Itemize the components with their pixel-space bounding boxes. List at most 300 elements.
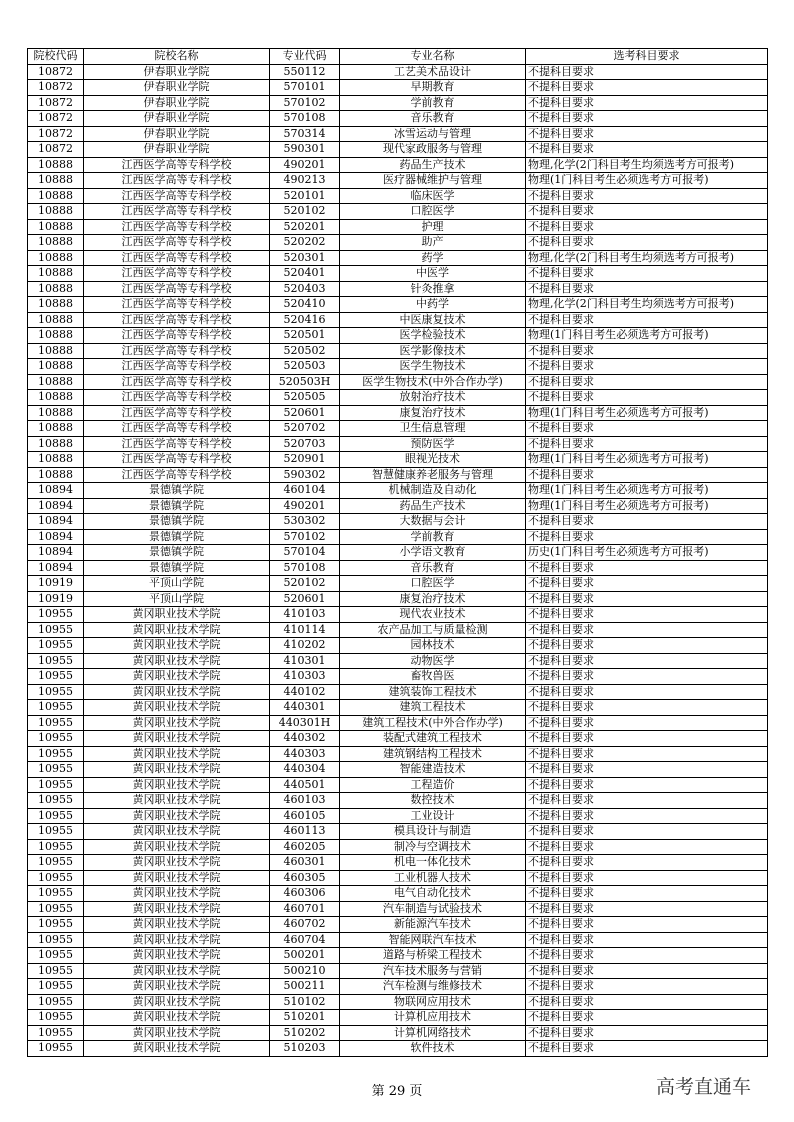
subject-requirement-cell: 不提科目要求 xyxy=(526,1025,768,1041)
table-row xyxy=(28,467,768,483)
school-code-cell: 10888 xyxy=(28,405,84,421)
school-code-cell: 10888 xyxy=(28,390,84,406)
subject-requirement-cell: 不提科目要求 xyxy=(526,855,768,871)
subject-requirement-cell: 不提科目要求 xyxy=(526,994,768,1010)
major-name-cell: 道路与桥梁工程技术 xyxy=(340,948,526,964)
major-name-cell: 电气自动化技术 xyxy=(340,886,526,902)
school-code-cell: 10955 xyxy=(28,870,84,886)
school-code-cell: 10888 xyxy=(28,436,84,452)
subject-requirement-cell: 历史(1门科目考生必须选考方可报考) xyxy=(526,545,768,561)
table-row xyxy=(28,142,768,158)
major-name-cell: 畜牧兽医 xyxy=(340,669,526,685)
school-code-cell: 10955 xyxy=(28,979,84,995)
school-code-cell: 10955 xyxy=(28,622,84,638)
table-row xyxy=(28,839,768,855)
major-code-cell: 460701 xyxy=(270,901,340,917)
header-subject-requirement: 选考科目要求 xyxy=(526,49,768,65)
school-code-cell: 10888 xyxy=(28,328,84,344)
subject-requirement-cell: 物理,化学(2门科目考生均须选考方可报考) xyxy=(526,157,768,173)
major-code-cell: 500211 xyxy=(270,979,340,995)
major-name-cell: 中药学 xyxy=(340,297,526,313)
school-name-cell: 黄冈职业技术学院 xyxy=(84,963,270,979)
school-code-cell: 10955 xyxy=(28,777,84,793)
major-name-cell: 中医康复技术 xyxy=(340,312,526,328)
major-name-cell: 园林技术 xyxy=(340,638,526,654)
major-name-cell: 工程造价 xyxy=(340,777,526,793)
school-code-cell: 10919 xyxy=(28,576,84,592)
school-name-cell: 黄冈职业技术学院 xyxy=(84,622,270,638)
school-code-cell: 10894 xyxy=(28,514,84,530)
school-name-cell: 黄冈职业技术学院 xyxy=(84,1010,270,1026)
major-code-cell: 510102 xyxy=(270,994,340,1010)
school-name-cell: 黄冈职业技术学院 xyxy=(84,994,270,1010)
table-row xyxy=(28,994,768,1010)
major-name-cell: 工业机器人技术 xyxy=(340,870,526,886)
table-row xyxy=(28,390,768,406)
school-name-cell: 黄冈职业技术学院 xyxy=(84,746,270,762)
school-code-cell: 10955 xyxy=(28,746,84,762)
school-code-cell: 10888 xyxy=(28,188,84,204)
major-name-cell: 助产 xyxy=(340,235,526,251)
major-name-cell: 大数据与会计 xyxy=(340,514,526,530)
table-row xyxy=(28,80,768,96)
major-name-cell: 音乐教育 xyxy=(340,560,526,576)
table-row xyxy=(28,684,768,700)
major-code-cell: 510201 xyxy=(270,1010,340,1026)
school-code-cell: 10955 xyxy=(28,653,84,669)
table-row xyxy=(28,219,768,235)
table-row xyxy=(28,1041,768,1057)
subject-requirement-cell: 不提科目要求 xyxy=(526,1010,768,1026)
table-row xyxy=(28,266,768,282)
major-name-cell: 装配式建筑工程技术 xyxy=(340,731,526,747)
school-code-cell: 10955 xyxy=(28,669,84,685)
major-code-cell: 520505 xyxy=(270,390,340,406)
header-major-name: 专业名称 xyxy=(340,49,526,65)
school-name-cell: 黄冈职业技术学院 xyxy=(84,839,270,855)
major-code-cell: 490213 xyxy=(270,173,340,189)
major-name-cell: 中医学 xyxy=(340,266,526,282)
major-code-cell: 570102 xyxy=(270,529,340,545)
school-code-cell: 10955 xyxy=(28,700,84,716)
school-name-cell: 景德镇学院 xyxy=(84,560,270,576)
school-name-cell: 景德镇学院 xyxy=(84,483,270,499)
school-name-cell: 黄冈职业技术学院 xyxy=(84,886,270,902)
school-name-cell: 江西医学高等专科学校 xyxy=(84,390,270,406)
major-code-cell: 460105 xyxy=(270,808,340,824)
school-name-cell: 黄冈职业技术学院 xyxy=(84,731,270,747)
major-name-cell: 音乐教育 xyxy=(340,111,526,127)
major-name-cell: 医学检验技术 xyxy=(340,328,526,344)
table-row xyxy=(28,374,768,390)
subject-requirement-cell: 不提科目要求 xyxy=(526,731,768,747)
subject-requirement-cell: 不提科目要求 xyxy=(526,932,768,948)
school-name-cell: 黄冈职业技术学院 xyxy=(84,607,270,623)
school-name-cell: 江西医学高等专科学校 xyxy=(84,374,270,390)
school-code-cell: 10888 xyxy=(28,359,84,375)
school-code-cell: 10872 xyxy=(28,95,84,111)
table-row xyxy=(28,622,768,638)
table-row xyxy=(28,979,768,995)
major-code-cell: 460305 xyxy=(270,870,340,886)
table-row xyxy=(28,281,768,297)
school-name-cell: 黄冈职业技术学院 xyxy=(84,715,270,731)
school-name-cell: 黄冈职业技术学院 xyxy=(84,793,270,809)
table-row xyxy=(28,638,768,654)
table-row xyxy=(28,312,768,328)
major-name-cell: 农产品加工与质量检测 xyxy=(340,622,526,638)
table-row xyxy=(28,808,768,824)
major-name-cell: 口腔医学 xyxy=(340,576,526,592)
major-name-cell: 药学 xyxy=(340,250,526,266)
major-code-cell: 460104 xyxy=(270,483,340,499)
subject-requirement-cell: 不提科目要求 xyxy=(526,514,768,530)
table-row xyxy=(28,917,768,933)
table-row xyxy=(28,715,768,731)
school-code-cell: 10888 xyxy=(28,297,84,313)
subject-requirement-cell: 不提科目要求 xyxy=(526,576,768,592)
major-name-cell: 眼视光技术 xyxy=(340,452,526,468)
major-code-cell: 440301H xyxy=(270,715,340,731)
major-name-cell: 医疗器械维护与管理 xyxy=(340,173,526,189)
school-code-cell: 10888 xyxy=(28,266,84,282)
major-code-cell: 520301 xyxy=(270,250,340,266)
school-code-cell: 10955 xyxy=(28,1025,84,1041)
major-name-cell: 建筑工程技术 xyxy=(340,700,526,716)
table-row xyxy=(28,948,768,964)
major-name-cell: 动物医学 xyxy=(340,653,526,669)
table-row xyxy=(28,529,768,545)
major-requirements-table xyxy=(27,48,768,1057)
table-row xyxy=(28,545,768,561)
school-name-cell: 江西医学高等专科学校 xyxy=(84,235,270,251)
major-code-cell: 570104 xyxy=(270,545,340,561)
major-name-cell: 制冷与空调技术 xyxy=(340,839,526,855)
school-name-cell: 平顶山学院 xyxy=(84,591,270,607)
school-name-cell: 黄冈职业技术学院 xyxy=(84,917,270,933)
watermark-brand: 高考直通车 xyxy=(656,1076,752,1098)
school-name-cell: 江西医学高等专科学校 xyxy=(84,421,270,437)
table-row xyxy=(28,762,768,778)
major-name-cell: 计算机应用技术 xyxy=(340,1010,526,1026)
subject-requirement-cell: 物理(1门科目考生必须选考方可报考) xyxy=(526,498,768,514)
school-name-cell: 黄冈职业技术学院 xyxy=(84,638,270,654)
subject-requirement-cell: 不提科目要求 xyxy=(526,886,768,902)
major-name-cell: 卫生信息管理 xyxy=(340,421,526,437)
major-name-cell: 建筑装饰工程技术 xyxy=(340,684,526,700)
school-name-cell: 江西医学高等专科学校 xyxy=(84,328,270,344)
table-row xyxy=(28,1025,768,1041)
table-row xyxy=(28,483,768,499)
major-name-cell: 汽车技术服务与营销 xyxy=(340,963,526,979)
school-name-cell: 黄冈职业技术学院 xyxy=(84,979,270,995)
school-code-cell: 10888 xyxy=(28,235,84,251)
major-code-cell: 520702 xyxy=(270,421,340,437)
major-code-cell: 460306 xyxy=(270,886,340,902)
major-code-cell: 570108 xyxy=(270,560,340,576)
major-name-cell: 计算机网络技术 xyxy=(340,1025,526,1041)
school-code-cell: 10894 xyxy=(28,529,84,545)
subject-requirement-cell: 物理(1门科目考生必须选考方可报考) xyxy=(526,173,768,189)
table-row xyxy=(28,932,768,948)
major-code-cell: 410303 xyxy=(270,669,340,685)
table-row xyxy=(28,452,768,468)
school-code-cell: 10894 xyxy=(28,483,84,499)
school-name-cell: 江西医学高等专科学校 xyxy=(84,157,270,173)
subject-requirement-cell: 不提科目要求 xyxy=(526,467,768,483)
subject-requirement-cell: 物理(1门科目考生必须选考方可报考) xyxy=(526,483,768,499)
table-row xyxy=(28,64,768,80)
school-name-cell: 黄冈职业技术学院 xyxy=(84,762,270,778)
major-name-cell: 放射治疗技术 xyxy=(340,390,526,406)
school-name-cell: 伊春职业学院 xyxy=(84,95,270,111)
table-row xyxy=(28,855,768,871)
major-name-cell: 小学语文教育 xyxy=(340,545,526,561)
table-row xyxy=(28,777,768,793)
subject-requirement-cell: 不提科目要求 xyxy=(526,266,768,282)
major-code-cell: 500210 xyxy=(270,963,340,979)
major-code-cell: 530302 xyxy=(270,514,340,530)
school-name-cell: 江西医学高等专科学校 xyxy=(84,359,270,375)
subject-requirement-cell: 不提科目要求 xyxy=(526,669,768,685)
subject-requirement-cell: 不提科目要求 xyxy=(526,421,768,437)
header-major-code: 专业代码 xyxy=(270,49,340,65)
subject-requirement-cell: 不提科目要求 xyxy=(526,188,768,204)
school-name-cell: 伊春职业学院 xyxy=(84,64,270,80)
table-row xyxy=(28,793,768,809)
table-row xyxy=(28,328,768,344)
school-code-cell: 10872 xyxy=(28,80,84,96)
school-code-cell: 10872 xyxy=(28,64,84,80)
table-row xyxy=(28,498,768,514)
school-name-cell: 黄冈职业技术学院 xyxy=(84,669,270,685)
subject-requirement-cell: 不提科目要求 xyxy=(526,762,768,778)
major-code-cell: 520416 xyxy=(270,312,340,328)
subject-requirement-cell: 不提科目要求 xyxy=(526,963,768,979)
subject-requirement-cell: 不提科目要求 xyxy=(526,359,768,375)
table-row xyxy=(28,560,768,576)
major-name-cell: 预防医学 xyxy=(340,436,526,452)
school-name-cell: 江西医学高等专科学校 xyxy=(84,250,270,266)
major-code-cell: 460702 xyxy=(270,917,340,933)
major-code-cell: 410301 xyxy=(270,653,340,669)
subject-requirement-cell: 不提科目要求 xyxy=(526,591,768,607)
school-name-cell: 黄冈职业技术学院 xyxy=(84,870,270,886)
school-code-cell: 10888 xyxy=(28,374,84,390)
school-name-cell: 江西医学高等专科学校 xyxy=(84,266,270,282)
table-row xyxy=(28,669,768,685)
major-name-cell: 建筑工程技术(中外合作办学) xyxy=(340,715,526,731)
table-row xyxy=(28,204,768,220)
major-code-cell: 500201 xyxy=(270,948,340,964)
table-row xyxy=(28,126,768,142)
subject-requirement-cell: 不提科目要求 xyxy=(526,436,768,452)
page-number: 第 29 页 xyxy=(371,1084,423,1099)
school-name-cell: 黄冈职业技术学院 xyxy=(84,1025,270,1041)
subject-requirement-cell: 不提科目要求 xyxy=(526,111,768,127)
subject-requirement-cell: 不提科目要求 xyxy=(526,901,768,917)
major-code-cell: 520501 xyxy=(270,328,340,344)
subject-requirement-cell: 不提科目要求 xyxy=(526,638,768,654)
major-code-cell: 490201 xyxy=(270,498,340,514)
school-name-cell: 江西医学高等专科学校 xyxy=(84,436,270,452)
major-code-cell: 460704 xyxy=(270,932,340,948)
major-name-cell: 药品生产技术 xyxy=(340,157,526,173)
school-code-cell: 10955 xyxy=(28,1010,84,1026)
school-name-cell: 江西医学高等专科学校 xyxy=(84,405,270,421)
school-name-cell: 黄冈职业技术学院 xyxy=(84,855,270,871)
subject-requirement-cell: 不提科目要求 xyxy=(526,653,768,669)
school-name-cell: 景德镇学院 xyxy=(84,529,270,545)
table-row xyxy=(28,343,768,359)
subject-requirement-cell: 不提科目要求 xyxy=(526,219,768,235)
major-name-cell: 针灸推拿 xyxy=(340,281,526,297)
major-name-cell: 康复治疗技术 xyxy=(340,405,526,421)
school-code-cell: 10955 xyxy=(28,839,84,855)
major-code-cell: 460205 xyxy=(270,839,340,855)
school-code-cell: 10955 xyxy=(28,1041,84,1057)
major-name-cell: 物联网应用技术 xyxy=(340,994,526,1010)
school-name-cell: 伊春职业学院 xyxy=(84,126,270,142)
major-code-cell: 520503H xyxy=(270,374,340,390)
subject-requirement-cell: 不提科目要求 xyxy=(526,700,768,716)
table-row xyxy=(28,576,768,592)
major-code-cell: 550112 xyxy=(270,64,340,80)
school-name-cell: 黄冈职业技术学院 xyxy=(84,653,270,669)
school-code-cell: 10955 xyxy=(28,638,84,654)
major-code-cell: 570108 xyxy=(270,111,340,127)
major-code-cell: 520601 xyxy=(270,405,340,421)
table-row xyxy=(28,297,768,313)
major-code-cell: 520201 xyxy=(270,219,340,235)
major-name-cell: 医学生物技术 xyxy=(340,359,526,375)
major-name-cell: 康复治疗技术 xyxy=(340,591,526,607)
subject-requirement-cell: 不提科目要求 xyxy=(526,142,768,158)
major-code-cell: 570314 xyxy=(270,126,340,142)
major-code-cell: 410202 xyxy=(270,638,340,654)
major-code-cell: 520401 xyxy=(270,266,340,282)
major-name-cell: 工业设计 xyxy=(340,808,526,824)
major-name-cell: 数控技术 xyxy=(340,793,526,809)
table-row xyxy=(28,591,768,607)
major-name-cell: 汽车制造与试验技术 xyxy=(340,901,526,917)
major-code-cell: 520503 xyxy=(270,359,340,375)
school-name-cell: 景德镇学院 xyxy=(84,514,270,530)
major-code-cell: 520901 xyxy=(270,452,340,468)
school-code-cell: 10888 xyxy=(28,452,84,468)
school-code-cell: 10955 xyxy=(28,731,84,747)
major-code-cell: 520410 xyxy=(270,297,340,313)
table-row xyxy=(28,963,768,979)
major-code-cell: 570101 xyxy=(270,80,340,96)
subject-requirement-cell: 不提科目要求 xyxy=(526,948,768,964)
table-row xyxy=(28,731,768,747)
school-name-cell: 景德镇学院 xyxy=(84,545,270,561)
subject-requirement-cell: 不提科目要求 xyxy=(526,715,768,731)
table-row xyxy=(28,700,768,716)
subject-requirement-cell: 不提科目要求 xyxy=(526,281,768,297)
table-row xyxy=(28,359,768,375)
major-code-cell: 440304 xyxy=(270,762,340,778)
table-row xyxy=(28,421,768,437)
major-code-cell: 520102 xyxy=(270,204,340,220)
subject-requirement-cell: 不提科目要求 xyxy=(526,390,768,406)
table-row xyxy=(28,1010,768,1026)
subject-requirement-cell: 不提科目要求 xyxy=(526,204,768,220)
school-name-cell: 江西医学高等专科学校 xyxy=(84,173,270,189)
school-code-cell: 10894 xyxy=(28,560,84,576)
school-name-cell: 江西医学高等专科学校 xyxy=(84,204,270,220)
school-name-cell: 黄冈职业技术学院 xyxy=(84,700,270,716)
major-name-cell: 现代农业技术 xyxy=(340,607,526,623)
school-name-cell: 江西医学高等专科学校 xyxy=(84,219,270,235)
major-name-cell: 医学生物技术(中外合作办学) xyxy=(340,374,526,390)
subject-requirement-cell: 不提科目要求 xyxy=(526,343,768,359)
school-name-cell: 伊春职业学院 xyxy=(84,111,270,127)
school-code-cell: 10888 xyxy=(28,219,84,235)
school-name-cell: 景德镇学院 xyxy=(84,498,270,514)
school-code-cell: 10955 xyxy=(28,886,84,902)
subject-requirement-cell: 物理,化学(2门科目考生均须选考方可报考) xyxy=(526,297,768,313)
table-row xyxy=(28,111,768,127)
school-code-cell: 10955 xyxy=(28,932,84,948)
major-code-cell: 440302 xyxy=(270,731,340,747)
major-code-cell: 510202 xyxy=(270,1025,340,1041)
school-name-cell: 黄冈职业技术学院 xyxy=(84,1041,270,1057)
major-name-cell: 口腔医学 xyxy=(340,204,526,220)
major-code-cell: 490201 xyxy=(270,157,340,173)
table-row xyxy=(28,607,768,623)
header-row xyxy=(28,49,768,65)
major-name-cell: 建筑钢结构工程技术 xyxy=(340,746,526,762)
major-code-cell: 460103 xyxy=(270,793,340,809)
school-code-cell: 10955 xyxy=(28,855,84,871)
subject-requirement-cell: 不提科目要求 xyxy=(526,374,768,390)
major-code-cell: 410103 xyxy=(270,607,340,623)
school-code-cell: 10955 xyxy=(28,808,84,824)
major-code-cell: 520502 xyxy=(270,343,340,359)
school-name-cell: 江西医学高等专科学校 xyxy=(84,467,270,483)
school-code-cell: 10955 xyxy=(28,994,84,1010)
table-row xyxy=(28,405,768,421)
major-name-cell: 模具设计与制造 xyxy=(340,824,526,840)
school-name-cell: 黄冈职业技术学院 xyxy=(84,684,270,700)
major-name-cell: 智能网联汽车技术 xyxy=(340,932,526,948)
table-row xyxy=(28,886,768,902)
major-code-cell: 520403 xyxy=(270,281,340,297)
subject-requirement-cell: 不提科目要求 xyxy=(526,870,768,886)
subject-requirement-cell: 不提科目要求 xyxy=(526,235,768,251)
school-code-cell: 10955 xyxy=(28,684,84,700)
major-code-cell: 410114 xyxy=(270,622,340,638)
school-name-cell: 江西医学高等专科学校 xyxy=(84,188,270,204)
major-code-cell: 460113 xyxy=(270,824,340,840)
school-name-cell: 平顶山学院 xyxy=(84,576,270,592)
subject-requirement-cell: 不提科目要求 xyxy=(526,684,768,700)
table-header xyxy=(28,49,768,65)
table-row xyxy=(28,95,768,111)
subject-requirement-cell: 不提科目要求 xyxy=(526,808,768,824)
major-name-cell: 医学影像技术 xyxy=(340,343,526,359)
school-name-cell: 江西医学高等专科学校 xyxy=(84,281,270,297)
major-name-cell: 早期教育 xyxy=(340,80,526,96)
major-code-cell: 520102 xyxy=(270,576,340,592)
school-code-cell: 10888 xyxy=(28,467,84,483)
subject-requirement-cell: 不提科目要求 xyxy=(526,1041,768,1057)
school-code-cell: 10955 xyxy=(28,824,84,840)
school-code-cell: 10955 xyxy=(28,948,84,964)
subject-requirement-cell: 不提科目要求 xyxy=(526,793,768,809)
